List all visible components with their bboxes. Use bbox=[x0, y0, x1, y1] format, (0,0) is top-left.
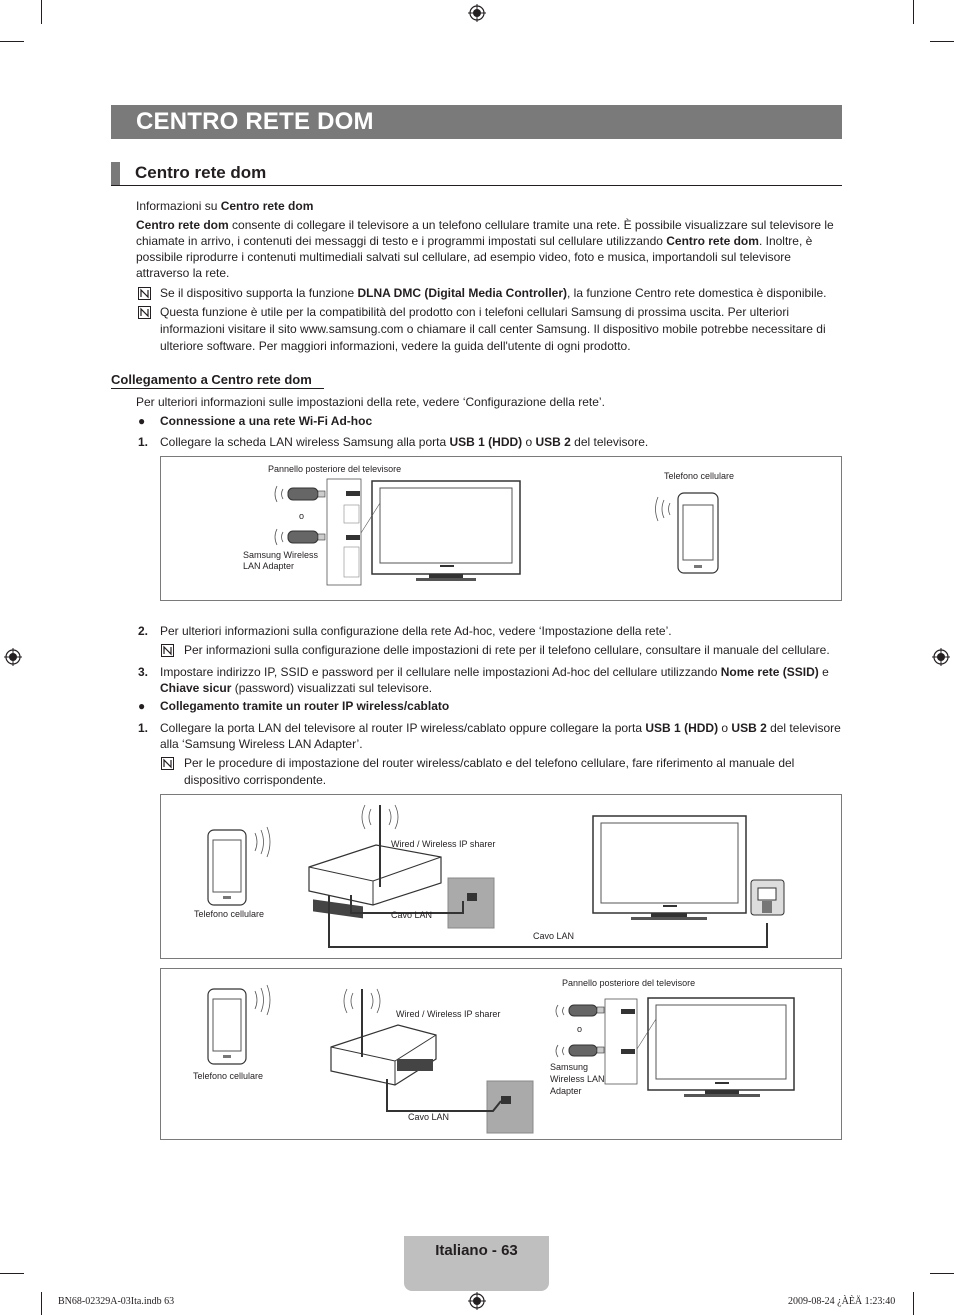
page-number: Italiano - 63 bbox=[435, 1242, 518, 1259]
router-wireless-illustration bbox=[161, 969, 841, 1139]
bullet-adhoc: Connessione a una rete Wi-Fi Ad-hoc bbox=[160, 414, 373, 428]
crop-mark bbox=[913, 1292, 914, 1315]
tv-icon bbox=[637, 998, 794, 1097]
phone-label: Telefono cellulare bbox=[193, 1071, 264, 1081]
wall-socket-icon bbox=[448, 878, 494, 928]
tv-panel-label: Pannello posteriore del televisore bbox=[268, 464, 402, 474]
crop-mark bbox=[930, 1273, 954, 1274]
step-number: 3. bbox=[138, 665, 149, 679]
subsection-rule bbox=[111, 388, 324, 389]
router-lan-illustration bbox=[161, 795, 841, 958]
registration-mark-icon bbox=[468, 4, 486, 22]
note-icon bbox=[138, 306, 151, 319]
crop-mark bbox=[41, 1292, 42, 1315]
step4-text: Collegare la porta LAN del televisore al router IP wireless/cablato oppure collegare la porta USB 1 (HDD) o USB 2 del televisore alla ‘Samsung Wireless LAN Adapter’. bbox=[160, 721, 841, 751]
print-slug-right: 2009-08-24 ¿ÀÈÄ 1:23:40 bbox=[788, 1296, 896, 1307]
wireless-adapter-icon bbox=[275, 486, 325, 502]
bullet-dot: ● bbox=[138, 699, 146, 713]
registration-mark-icon bbox=[4, 648, 22, 666]
registration-mark-icon bbox=[932, 648, 950, 666]
wireless-adapter-icon bbox=[556, 1005, 604, 1017]
wall-socket-icon bbox=[487, 1081, 533, 1133]
diagram-adhoc bbox=[160, 456, 842, 601]
lan-port-icon bbox=[751, 880, 784, 915]
mobile-phone-icon bbox=[208, 827, 270, 905]
section-rule bbox=[111, 185, 842, 186]
tv-icon bbox=[361, 481, 520, 581]
crop-mark bbox=[41, 0, 42, 24]
subsection-title: Collegamento a Centro rete dom bbox=[111, 372, 312, 387]
section-marker bbox=[111, 162, 120, 185]
diagram-router-lan bbox=[160, 794, 842, 959]
router-icon bbox=[331, 989, 436, 1085]
note-icon bbox=[138, 287, 151, 300]
lan-cable-label: Cavo LAN bbox=[391, 910, 433, 920]
adapter-label: Samsung Wireless LAN Adapter bbox=[550, 1062, 605, 1096]
registration-mark-icon bbox=[468, 1292, 486, 1310]
phone-label: Telefono cellulare bbox=[194, 909, 265, 919]
crop-mark bbox=[913, 0, 914, 24]
lan-cable-label: Cavo LAN bbox=[533, 931, 575, 941]
section-title: Centro rete dom bbox=[135, 163, 267, 182]
or-label: o bbox=[577, 1024, 583, 1034]
router-label: Wired / Wireless IP sharer bbox=[396, 1009, 501, 1019]
bullet-router: Collegamento tramite un router IP wireless/cablato bbox=[160, 699, 450, 713]
crop-mark bbox=[0, 1273, 24, 1274]
step2-text: Per ulteriori informazioni sulla configurazione della rete Ad-hoc, vedere ‘Impostazione della rete’. bbox=[160, 624, 672, 638]
mobile-phone-icon bbox=[208, 985, 270, 1064]
bullet-dot: ● bbox=[138, 414, 146, 428]
note-icon bbox=[161, 644, 174, 657]
page-number-tab bbox=[404, 1236, 549, 1291]
step-number: 2. bbox=[138, 624, 149, 638]
step-number: 1. bbox=[138, 721, 149, 735]
note-icon bbox=[161, 757, 174, 770]
sub-intro: Per ulteriori informazioni sulle impostazioni della rete, vedere ‘Configurazione della rete’. bbox=[136, 395, 605, 409]
lan-cable-label: Cavo LAN bbox=[408, 1112, 450, 1122]
phone-label: Telefono cellulare bbox=[664, 471, 735, 481]
page-title: CENTRO RETE DOM bbox=[136, 108, 374, 135]
note-dlna: Se il dispositivo supporta la funzione DLNA DMC (Digital Media Controller), la funzione Centro rete domestica è disponibile. bbox=[160, 286, 827, 300]
or-label: o bbox=[299, 511, 305, 521]
print-slug-left: BN68-02329A-03Ita.indb 63 bbox=[58, 1296, 175, 1307]
diagram-router-wireless bbox=[160, 968, 842, 1140]
wireless-adapter-icon bbox=[556, 1045, 604, 1057]
tv-icon bbox=[593, 816, 746, 920]
mobile-phone-icon bbox=[656, 493, 719, 573]
note-router: Per le procedure di impostazione del router wireless/cablato e del telefono cellulare, fare riferimento al manuale del dispositivo corrispondente. bbox=[184, 756, 795, 787]
intro-paragraph: Centro rete dom consente di collegare il televisore a un telefono cellulare tramite una rete. È possibile visualizzare sul televisore le chiamate in arrivo, i contenuti dei messaggi di testo e i programmi impostati sul cellulare utilizzando Centro rete dom. Inoltre, è possibile riprodurre i contenuti multimediali salvati sul cellulare, ad esempio video, foto e musica, importandoli sul televisore attraverso la rete. bbox=[136, 218, 834, 280]
wireless-adapter-icon bbox=[275, 529, 325, 545]
crop-mark bbox=[0, 41, 24, 42]
crop-mark bbox=[930, 41, 954, 42]
step1-text: Collegare la scheda LAN wireless Samsung alla porta USB 1 (HDD) o USB 2 del televisore. bbox=[160, 435, 649, 449]
step3-text: Impostare indirizzo IP, SSID e password per il cellulare nelle impostazioni Ad-hoc del cellulare utilizzando Nome rete (SSID) e Chiave sicur (password) visualizzati sul televisore. bbox=[160, 665, 829, 695]
lan-cable bbox=[387, 1079, 501, 1111]
router-label: Wired / Wireless IP sharer bbox=[391, 839, 496, 849]
adapter-label: Samsung Wireless LAN Adapter bbox=[243, 550, 319, 571]
step-number: 1. bbox=[138, 435, 149, 449]
info-line: Informazioni su Centro rete dom bbox=[136, 199, 314, 213]
note-phone-config: Per informazioni sulla configurazione delle impostazioni di rete per il telefono cellulare, consultare il manuale del cellulare. bbox=[184, 643, 830, 657]
tv-panel-label: Pannello posteriore del televisore bbox=[562, 978, 696, 988]
note-compatibility: Questa funzione è utile per la compatibilità del prodotto con i telefoni cellulari Samsung di prossima uscita. Per ulteriori informazioni visitare il sito www.samsung.com o chiamare il call center Samsung. Il dispositivo mobile potrebbe necessitare di ulteriore software. Per maggiori informazioni, vedere la guida dell'utente di ogni prodotto. bbox=[160, 305, 826, 353]
adhoc-illustration bbox=[161, 457, 841, 600]
page-title-bar bbox=[111, 105, 842, 139]
